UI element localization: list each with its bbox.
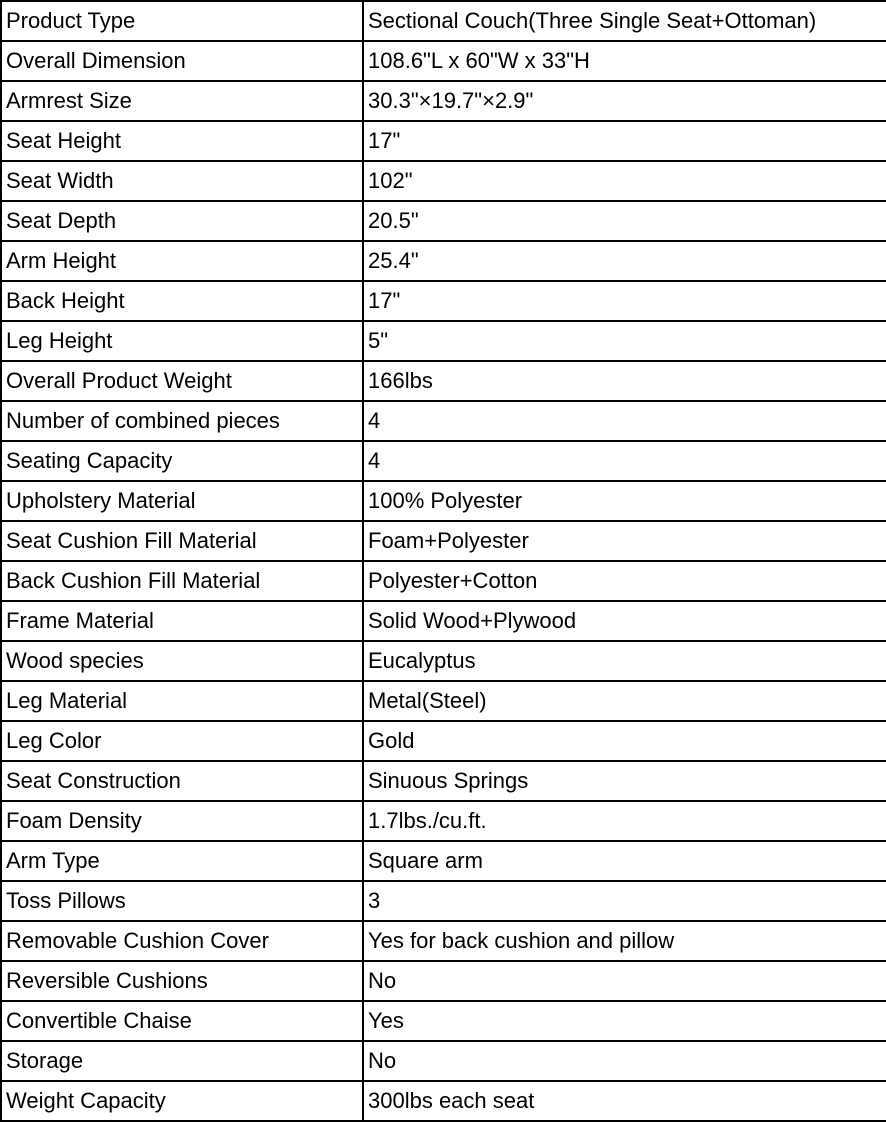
spec-value: 20.5" <box>363 201 886 241</box>
spec-label: Frame Material <box>1 601 363 641</box>
spec-value: 4 <box>363 401 886 441</box>
spec-row <box>1 1 886 41</box>
spec-value: 100% Polyester <box>363 481 886 521</box>
spec-label: Leg Color <box>1 721 363 761</box>
spec-label: Number of combined pieces <box>1 401 363 441</box>
spec-row <box>1 481 886 521</box>
spec-value: Square arm <box>363 841 886 881</box>
spec-label: Convertible Chaise <box>1 1001 363 1041</box>
spec-value: Polyester+Cotton <box>363 561 886 601</box>
spec-value: 4 <box>363 441 886 481</box>
spec-value: 166lbs <box>363 361 886 401</box>
spec-label: Seat Cushion Fill Material <box>1 521 363 561</box>
spec-label: Product Type <box>1 1 363 41</box>
spec-row <box>1 641 886 681</box>
spec-value: 1.7lbs./cu.ft. <box>363 801 886 841</box>
spec-value: 102" <box>363 161 886 201</box>
spec-row <box>1 961 886 1001</box>
spec-label: Leg Height <box>1 321 363 361</box>
spec-label: Overall Dimension <box>1 41 363 81</box>
spec-row <box>1 281 886 321</box>
spec-row <box>1 361 886 401</box>
spec-label: Reversible Cushions <box>1 961 363 1001</box>
spec-value: Sectional Couch(Three Single Seat+Ottoman) <box>363 1 886 41</box>
spec-value: No <box>363 961 886 1001</box>
spec-row <box>1 721 886 761</box>
spec-row <box>1 241 886 281</box>
spec-label: Storage <box>1 1041 363 1081</box>
spec-label: Wood species <box>1 641 363 681</box>
spec-row <box>1 441 886 481</box>
spec-label: Seating Capacity <box>1 441 363 481</box>
spec-row <box>1 1001 886 1041</box>
spec-label: Arm Type <box>1 841 363 881</box>
spec-value: 17" <box>363 121 886 161</box>
spec-row <box>1 201 886 241</box>
spec-row <box>1 561 886 601</box>
spec-label: Back Cushion Fill Material <box>1 561 363 601</box>
spec-label: Seat Construction <box>1 761 363 801</box>
spec-label: Leg Material <box>1 681 363 721</box>
spec-row <box>1 521 886 561</box>
spec-row <box>1 761 886 801</box>
spec-label: Foam Density <box>1 801 363 841</box>
spec-row <box>1 841 886 881</box>
spec-row <box>1 1041 886 1081</box>
spec-label: Seat Width <box>1 161 363 201</box>
spec-value: Sinuous Springs <box>363 761 886 801</box>
spec-label: Seat Depth <box>1 201 363 241</box>
spec-label: Overall Product Weight <box>1 361 363 401</box>
spec-value: 300lbs each seat <box>363 1081 886 1121</box>
spec-value: No <box>363 1041 886 1081</box>
spec-table-body <box>1 1 886 1121</box>
spec-value: Yes <box>363 1001 886 1041</box>
spec-value: Yes for back cushion and pillow <box>363 921 886 961</box>
spec-value: Eucalyptus <box>363 641 886 681</box>
spec-row <box>1 681 886 721</box>
spec-label: Weight Capacity <box>1 1081 363 1121</box>
spec-label: Seat Height <box>1 121 363 161</box>
spec-label: Upholstery Material <box>1 481 363 521</box>
spec-value: Solid Wood+Plywood <box>363 601 886 641</box>
spec-row <box>1 881 886 921</box>
spec-row <box>1 601 886 641</box>
spec-row <box>1 161 886 201</box>
spec-row <box>1 401 886 441</box>
spec-value: 5" <box>363 321 886 361</box>
spec-row <box>1 801 886 841</box>
spec-label: Armrest Size <box>1 81 363 121</box>
spec-value: Foam+Polyester <box>363 521 886 561</box>
spec-label: Removable Cushion Cover <box>1 921 363 961</box>
spec-row <box>1 81 886 121</box>
spec-value: 17" <box>363 281 886 321</box>
spec-label: Arm Height <box>1 241 363 281</box>
spec-value: 108.6"L x 60"W x 33"H <box>363 41 886 81</box>
spec-row <box>1 1081 886 1121</box>
spec-row <box>1 321 886 361</box>
spec-value: Gold <box>363 721 886 761</box>
spec-row <box>1 921 886 961</box>
spec-row <box>1 41 886 81</box>
spec-value: Metal(Steel) <box>363 681 886 721</box>
spec-value: 30.3"×19.7"×2.9" <box>363 81 886 121</box>
spec-row <box>1 121 886 161</box>
spec-label: Back Height <box>1 281 363 321</box>
spec-label: Toss Pillows <box>1 881 363 921</box>
spec-value: 3 <box>363 881 886 921</box>
spec-value: 25.4" <box>363 241 886 281</box>
